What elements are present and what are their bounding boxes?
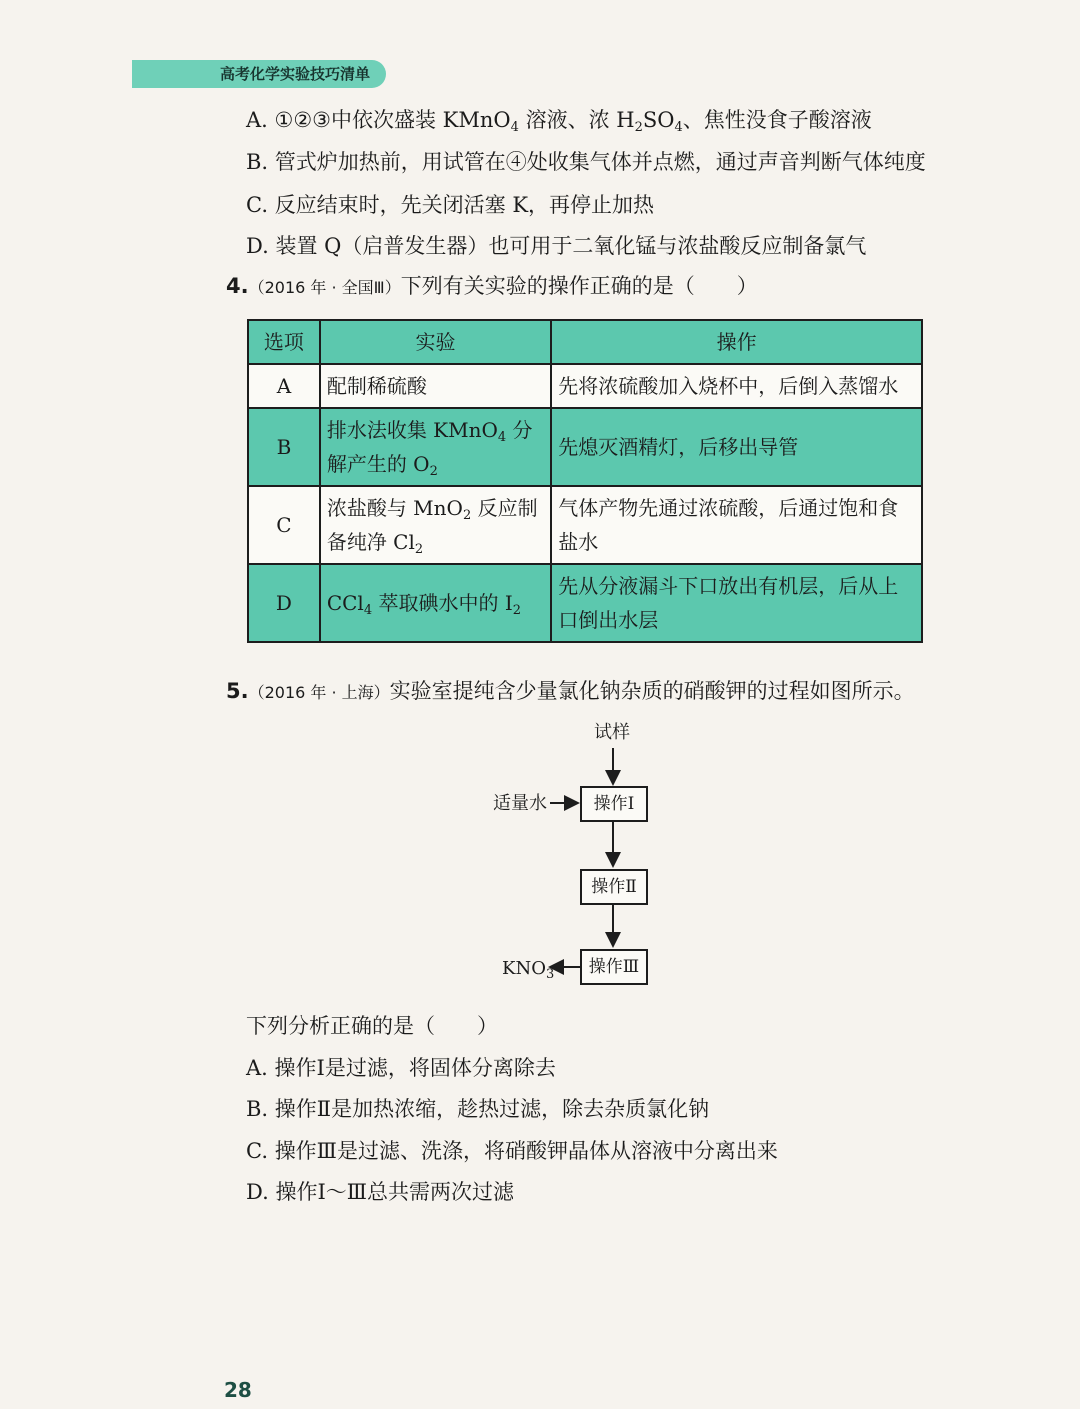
- option-text: 、焦性没食子酸溶液: [682, 108, 872, 132]
- table-cell-option: D: [248, 564, 320, 642]
- subscript: 4: [674, 120, 683, 135]
- subscript: 2: [634, 120, 643, 135]
- option-text: 装置 Q（启普发生器）也可用于二氧化锰与浓盐酸反应制备氯气: [275, 234, 867, 258]
- option-letter: B.: [246, 150, 269, 174]
- flowchart-op3-box: 操作Ⅲ: [580, 949, 648, 985]
- option-letter: C.: [246, 193, 268, 217]
- question-number: 4.: [226, 274, 249, 298]
- option-text: SO: [642, 108, 675, 132]
- option-letter: B.: [246, 1097, 269, 1121]
- flowchart-water-label: 适量水: [493, 793, 547, 814]
- subscript: 4: [510, 120, 519, 135]
- cell-text: 配制稀硫酸: [326, 374, 427, 398]
- cell-text: 浓盐酸与 MnO: [326, 496, 463, 520]
- option-text: 溶液、浓 H: [518, 108, 635, 132]
- subscript: 4: [497, 430, 507, 445]
- question-stem: 下列有关实验的操作正确的是（ ）: [400, 274, 758, 298]
- q5-option-c: [246, 1137, 778, 1165]
- subscript: 4: [363, 603, 373, 618]
- question-source: （2016 年 · 上海）: [248, 683, 390, 702]
- q5-option-d: [246, 1178, 514, 1206]
- cell-text: 分解产生的 O: [326, 418, 533, 476]
- page-number: 28: [224, 1378, 252, 1402]
- flowchart-op2-box: 操作Ⅱ: [580, 869, 648, 905]
- table-header: 选项: [248, 320, 320, 364]
- subscript: 2: [414, 542, 424, 557]
- product-text: KNO: [502, 958, 546, 979]
- option-text: 反应结束时，先关闭活塞 K，再停止加热: [274, 193, 655, 217]
- table-header: 实验: [320, 320, 551, 364]
- option-text: 管式炉加热前，用试管在④处收集气体并点燃，通过声音判断气体纯度: [274, 150, 926, 174]
- q5-option-a: [246, 1054, 556, 1082]
- table-header: 操作: [551, 320, 922, 364]
- option-text: 操作Ⅰ～Ⅲ总共需两次过滤: [275, 1180, 514, 1204]
- option-text: ①②③中依次盛装 KMnO: [274, 108, 511, 132]
- table-cell-option: A: [248, 364, 320, 408]
- option-letter: D.: [246, 1180, 269, 1204]
- option-letter: A.: [246, 1056, 268, 1080]
- cell-text: CCl: [326, 591, 364, 615]
- subscript: 3: [545, 967, 555, 982]
- option-text: 操作Ⅱ是加热浓缩，趁热过滤，除去杂质氯化钠: [274, 1097, 710, 1121]
- option-letter: A.: [246, 108, 268, 132]
- table-cell-option: B: [248, 408, 320, 486]
- flowchart-sample-label: 试样: [594, 722, 630, 743]
- question-stem: 实验室提纯含少量氯化钠杂质的硝酸钾的过程如图所示。: [389, 679, 915, 703]
- subscript: 2: [512, 603, 522, 618]
- flowchart-product-label: [502, 958, 554, 980]
- option-text: 操作Ⅲ是过滤、洗涤，将硝酸钾晶体从溶液中分离出来: [274, 1139, 778, 1163]
- cell-text: 萃取碘水中的 I: [372, 591, 513, 615]
- table-cell-operation: 先从分液漏斗下口放出有机层，后从上口倒出水层: [551, 564, 922, 642]
- running-header: 高考化学实验技巧清单: [132, 60, 386, 88]
- table-cell-operation: 先将浓硫酸加入烧杯中，后倒入蒸馏水: [551, 364, 922, 408]
- subscript: 2: [462, 508, 472, 523]
- table-cell-operation: 气体产物先通过浓硫酸，后通过饱和食盐水: [551, 486, 922, 564]
- q5-stem2: 下列分析正确的是（ ）: [246, 1014, 498, 1038]
- question-number: 5.: [226, 679, 249, 703]
- cell-text: 排水法收集 KMnO: [326, 418, 498, 442]
- option-letter: D.: [246, 234, 269, 258]
- cell-text: 反应制备纯净 Cl: [326, 496, 538, 554]
- question-source: （2016 年 · 全国Ⅲ）: [248, 278, 401, 297]
- flowchart-op1-box: 操作Ⅰ: [580, 786, 648, 822]
- table-cell-option: C: [248, 486, 320, 564]
- q5-option-b: [246, 1095, 709, 1123]
- option-letter: C.: [246, 1139, 268, 1163]
- option-text: 操作Ⅰ是过滤，将固体分离除去: [274, 1056, 556, 1080]
- table-cell-operation: 先熄灭酒精灯，后移出导管: [551, 408, 922, 486]
- subscript: 2: [429, 464, 438, 479]
